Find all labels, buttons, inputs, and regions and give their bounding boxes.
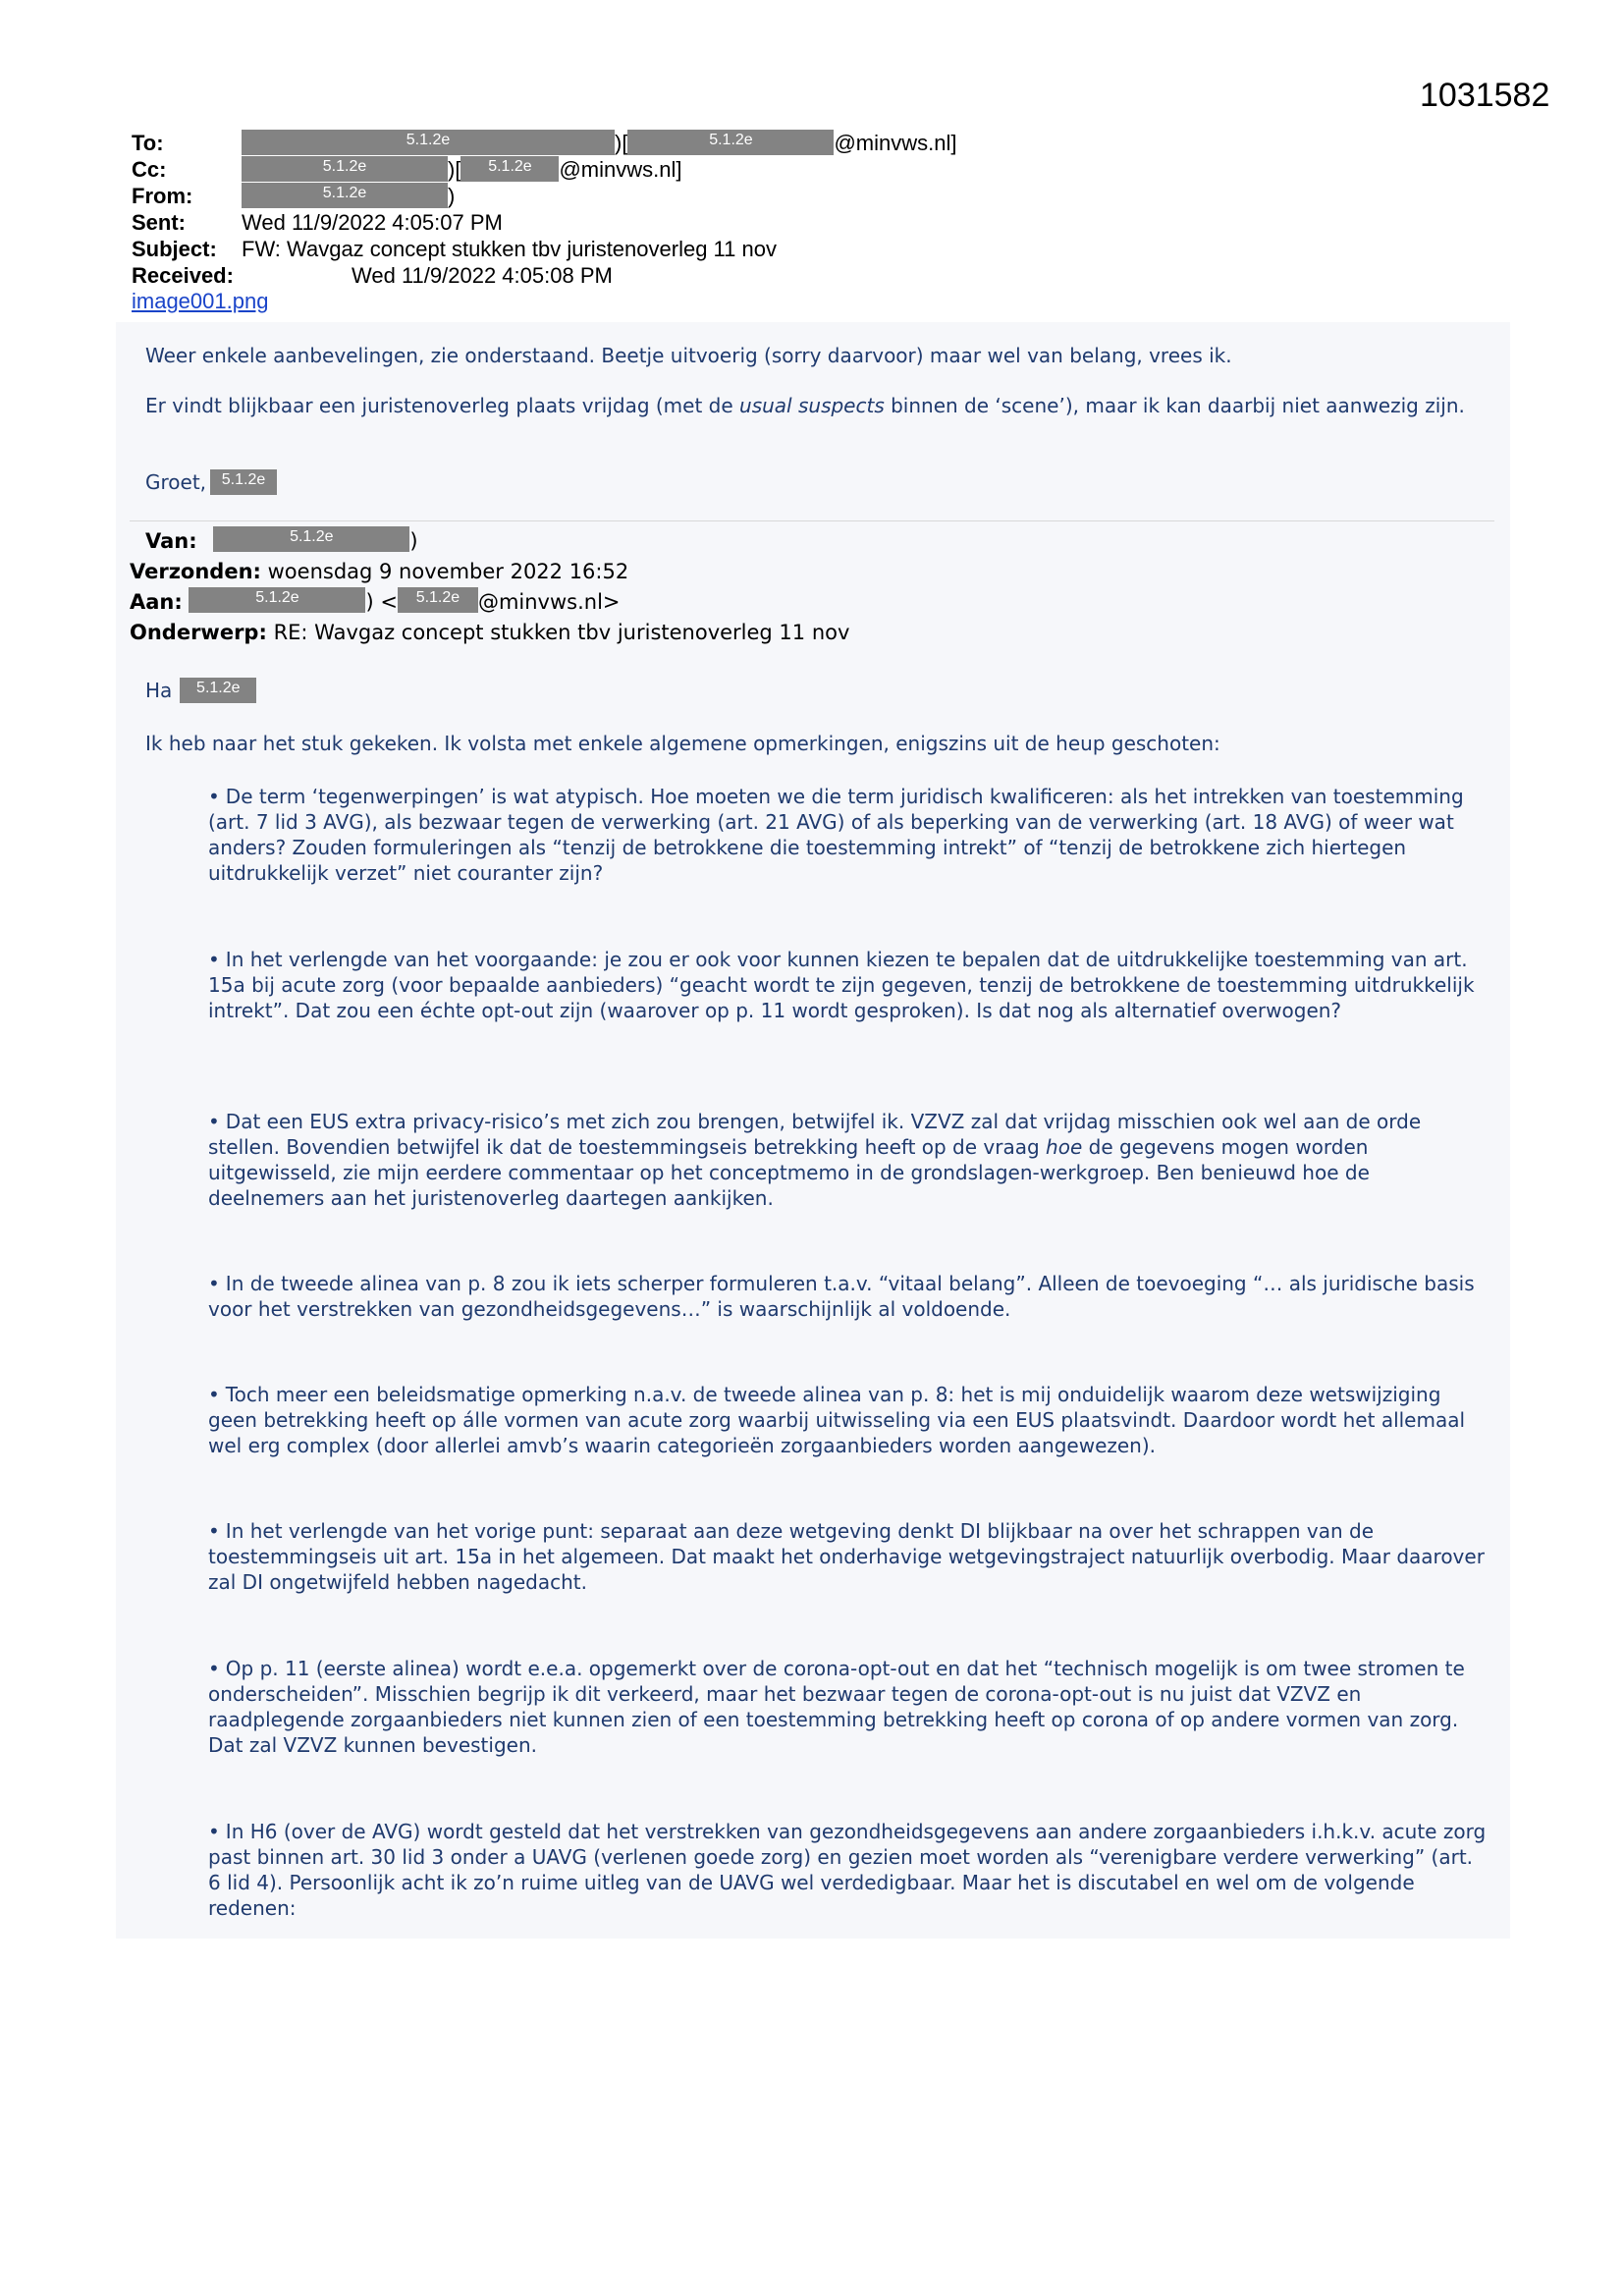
aan-domain: @minvws.nl> xyxy=(477,590,621,614)
list-item: • Toch meer een beleidsmatige opmerking n.a.v. de tweede alinea van p. 8: het is mij onduidelijk waarom deze wetswijziging geen betrekking heeft op álle vormen van acute zorg waarbij uitwisseling via een EUS plaatsvindt. Daardoor wordt het allemaal wel erg complex (door allerlei amvb’s waarin categorieën zorgaanbieders worden aangewezen). xyxy=(208,1383,1466,1457)
forward-van-row xyxy=(130,526,418,556)
intro-paragraph: Ik heb naar het stuk gekeken. Ik volsta met enkele algemene opmerkingen, enigszins uit de heup geschoten: xyxy=(145,732,1220,755)
redaction-box: 5.1.2e xyxy=(627,130,834,155)
forward-onderwerp-row xyxy=(130,618,849,647)
separator-line xyxy=(130,520,1494,521)
forward-verzonden-row xyxy=(130,557,628,586)
from-tail: ) xyxy=(448,184,456,208)
salutation: Ha 5.1.2e xyxy=(145,678,256,703)
sent-label: Sent: xyxy=(132,210,186,235)
van-label: Van: xyxy=(145,529,197,553)
from-label: From: xyxy=(132,184,193,208)
redaction-box: 5.1.2e xyxy=(180,678,256,703)
cover-paragraph-1: Weer enkele aanbevelingen, zie onderstaand. Beetje uitvoerig (sorry daarvoor) maar wel van belang, vrees ik. xyxy=(145,344,1232,367)
to-domain: @minvws.nl] xyxy=(834,131,957,155)
redaction-box: 5.1.2e xyxy=(398,587,478,613)
subject-label: Subject: xyxy=(132,237,217,261)
redaction-box: 5.1.2e xyxy=(242,183,448,208)
list-item: • In H6 (over de AVG) wordt gesteld dat het verstrekken van gezondheidsgegevens aan andere zorgaanbieders i.h.k.v. acute zorg past binnen art. 30 lid 3 onder a UAVG (verlenen goede zorg) en gezien moet worden als “verenigbare verdere verwerking” (art. 6 lid 4). Persoonlijk acht ik zo’n ruime uitleg van de UAVG wel verdedigbaar. Maar het is discutabel en wel om de volgende redenen: xyxy=(208,1820,1487,1920)
verzonden-label: Verzonden: xyxy=(130,560,261,583)
subject-value: FW: Wavgaz concept stukken tbv juristenoverleg 11 nov xyxy=(242,237,777,261)
redaction-box: 5.1.2e xyxy=(210,469,277,495)
redaction-box: 5.1.2e xyxy=(460,156,559,182)
list-item: • In de tweede alinea van p. 8 zou ik iets scherper formuleren t.a.v. “vitaal belang”. Alleen de toevoeging “… als juridische basis voor het verstrekken van gezondheidsgegevens…” is waarschijnlijk al voldoende. xyxy=(208,1272,1475,1321)
list-item: • De term ‘tegenwerpingen’ is wat atypisch. Hoe moeten we die term juridisch kwalificeren: als het intrekken van toestemming (art. 7 lid 3 AVG), als bezwaar tegen de verwerking (art. 21 AVG) of als beperking van de verwerking (art. 18 AVG) of weer wat anders? Zouden formuleringen als “tenzij de betrokkene die toestemming intrekt” of “tenzij de betrokkene zich hiertegen uitdrukkelijk verzet” niet couranter zijn? xyxy=(208,785,1464,885)
list-item: • In het verlengde van het voorgaande: je zou er ook voor kunnen kiezen te bepalen dat de uitdrukkelijke toestemming van art. 15a bij acute zorg (voor bepaalde aanbieders) “geacht wordt te zijn gegeven, tenzij de betrokkene de toestemming uitdrukkelijk intrekt”. Dat zou een échte opt-out zijn (waarover op p. 11 wordt gesproken). Is dat nog als alternatief overwogen? xyxy=(208,948,1475,1022)
to-separator: )[ xyxy=(615,131,628,155)
cc-domain: @minvws.nl] xyxy=(559,157,682,182)
cover-greeting: Groet, 5.1.2e xyxy=(145,469,277,495)
cc-label: Cc: xyxy=(132,157,167,182)
received-label: Received: xyxy=(132,263,234,288)
list-item: • Dat een EUS extra privacy-risico’s met zich zou brengen, betwijfel ik. VZVZ zal dat vrijdag misschien ook wel aan de orde stellen. Bovendien betwijfel ik dat de toestemmingseis betrekking heeft op de vraag hoe de gegevens mogen worden uitgewisseld, zie mijn eerdere commentaar op het conceptmemo in de grondslagen-werkgroep. Ben benieuwd hoe de deelnemers aan het juristenoverleg daartegen aankijken. xyxy=(208,1110,1422,1210)
attachment-link[interactable]: image001.png xyxy=(132,289,269,313)
redaction-box: 5.1.2e xyxy=(242,130,615,155)
aan-label: Aan: xyxy=(130,590,183,614)
received-value: Wed 11/9/2022 4:05:08 PM xyxy=(352,263,613,288)
aan-separator: ) < xyxy=(365,590,398,614)
redaction-box: 5.1.2e xyxy=(242,156,448,182)
to-label: To: xyxy=(132,131,164,155)
onderwerp-value: RE: Wavgaz concept stukken tbv juristenoverleg 11 nov xyxy=(273,621,850,644)
verzonden-value: woensdag 9 november 2022 16:52 xyxy=(267,560,629,583)
redaction-box: 5.1.2e xyxy=(189,587,365,613)
redaction-box: 5.1.2e xyxy=(213,526,409,552)
list-item: • In het verlengde van het vorige punt: separaat aan deze wetgeving denkt DI blijkbaar na over het schrappen van de toestemmingseis uit art. 15a in het algemeen. Dat maakt het onderhavige wetgevingstraject natuurlijk overbodig. Maar daarover zal DI ongetwijfeld hebben nagedacht. xyxy=(208,1519,1485,1594)
sent-value: Wed 11/9/2022 4:05:07 PM xyxy=(242,210,503,235)
cc-separator: )[ xyxy=(448,157,461,182)
van-tail: ) xyxy=(409,529,418,553)
onderwerp-label: Onderwerp: xyxy=(130,621,267,644)
forward-aan-row xyxy=(130,587,621,617)
list-item: • Op p. 11 (eerste alinea) wordt e.e.a. opgemerkt over de corona-opt-out en dat het “technisch mogelijk is om twee stromen te onderscheiden”. Misschien begrijp ik dit verkeerd, maar het bezwaar tegen de corona-opt-out is nu juist dat VZVZ en raadplegende zorgaanbieders niet kunnen zien of een toestemming betrekking heeft op corona of op andere vormen van zorg. Dat zal VZVZ kunnen bevestigen. xyxy=(208,1657,1465,1757)
document-id: 1031582 xyxy=(1420,77,1550,114)
cover-paragraph-2: Er vindt blijkbaar een juristenoverleg plaats vrijdag (met de usual suspects binnen de ‘scene’), maar ik kan daarbij niet aanwezig zijn. xyxy=(145,394,1465,417)
